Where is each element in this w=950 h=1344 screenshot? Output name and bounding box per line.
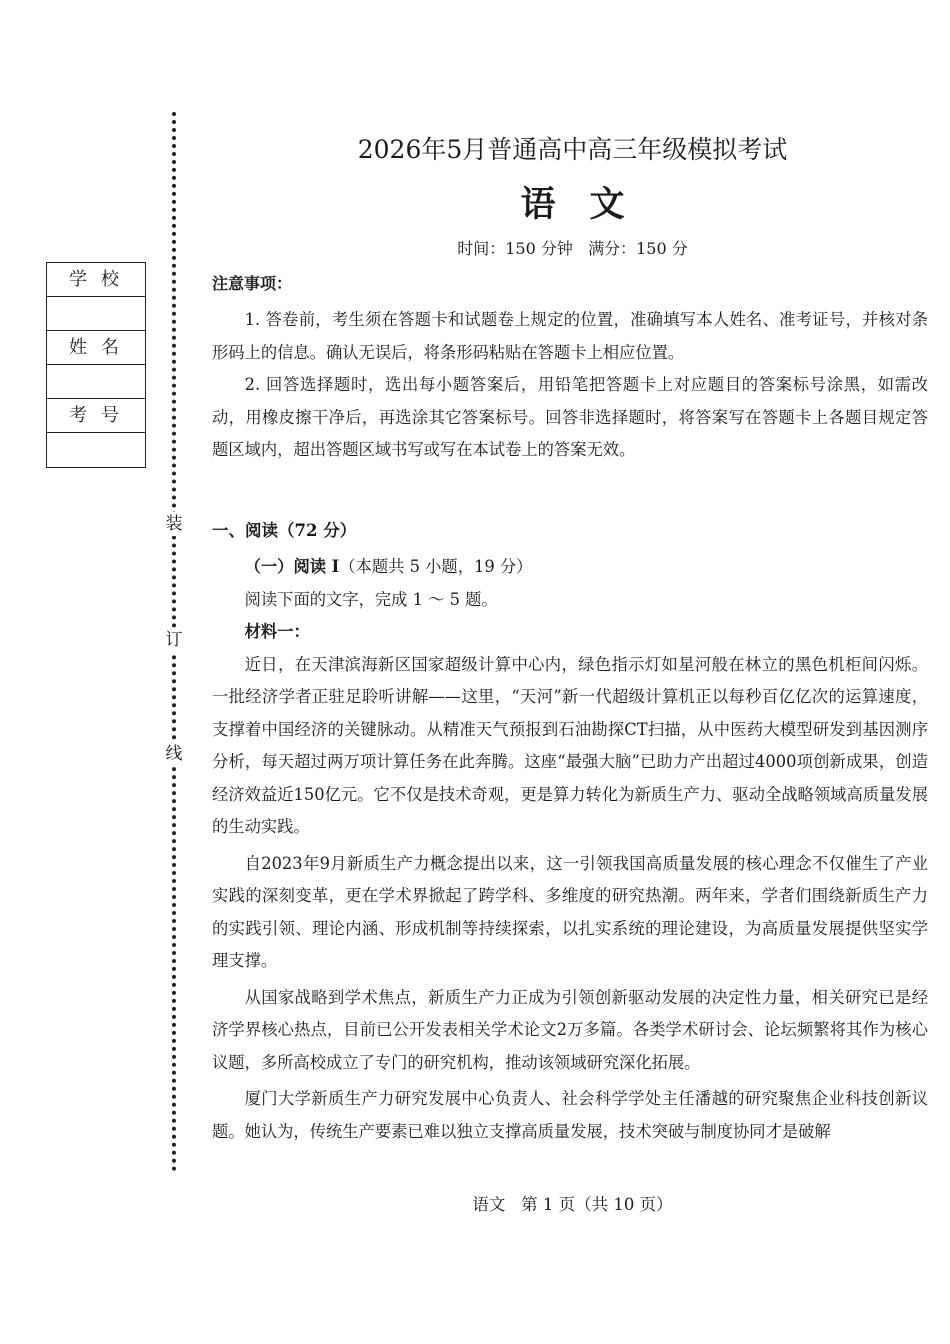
sub-heading-bold: （一）阅读 I (244, 557, 340, 576)
section-heading: 一、阅读（72 分） (212, 520, 357, 540)
exam-content (212, 272, 928, 1152)
material-paragraph: 近日，在天津滨海新区国家超级计算中心内，绿色指示灯如星河般在林立的黑色机柜间闪烁。一批经济学者正驻足聆听讲解——这里，“天河”新一代超级计算机正以每秒百亿亿次的运算速度，支撑着中国经济的关键脉动。从精准天气预报到石油勘探CT扫描，从中医药大模型研发到基因测序分析，每天超过两万项计算任务在此奔腾。这座“最强大脑”已助力产出超过4000项创新成果，创造经济效益近150亿元。它不仅是技术奇观，更是算力转化为新质生产力、驱动全战略领域高质量发展的生动实践。 (212, 654, 928, 836)
name-label: 姓名 (47, 331, 145, 365)
sub-heading-rest: （本题共 5 小题，19 分） (339, 557, 533, 576)
id-label: 考号 (47, 399, 145, 433)
material-text (212, 649, 928, 1149)
notice-item: 1. 答卷前，考生须在答题卡和试题卷上规定的位置，准确填写本人姓名、准考证号，并核对条形码上的信息。确认无误后，将条形码粘贴在答题卡上相应位置。 (212, 310, 928, 362)
material-label: 材料一： (244, 622, 310, 641)
binding-char-ding: 订 (162, 628, 186, 652)
id-field[interactable] (47, 433, 145, 467)
notice-heading: 注意事项： (212, 274, 293, 293)
page-footer: 语文 第 1 页（共 10 页） (472, 1195, 673, 1214)
student-info-box (46, 262, 146, 468)
time-info: 时间：150 分钟 满分：150 分 (457, 239, 688, 258)
binding-char-xian: 线 (162, 742, 186, 766)
material-paragraph: 从国家战略到学术焦点，新质生产力正成为引领创新驱动发展的决定性力量，相关研究已是经济学界核心热点，目前已公开发表相关学术论文2万多篇。各类学术研讨会、论坛频繁将其作为核心议题，多所高校成立了专门的研究机构，推动该领域研究深化拓展。 (212, 987, 928, 1072)
name-field[interactable] (47, 365, 145, 399)
school-field[interactable] (47, 297, 145, 331)
school-label: 学校 (47, 263, 145, 297)
subject-title: 语文 (520, 184, 659, 225)
exam-title: 2026年5月普通高中高三年级模拟考试 (357, 135, 788, 164)
binding-char-zhuang: 装 (162, 512, 186, 536)
sub-section-heading (212, 551, 928, 584)
material-paragraph: 厦门大学新质生产力研究发展中心负责人、社会科学学处主任潘越的研究聚焦企业科技创新议题。她认为，传统生产要素已难以独立支撑高质量发展，技术突破与制度协同才是破解 (212, 1089, 928, 1141)
material-paragraph: 自2023年9月新质生产力概念提出以来，这一引领我国高质量发展的核心理念不仅催生了产业实践的深刻变革，更在学术界掀起了跨学科、多维度的研究热潮。两年来，学者们围绕新质生产力的实践引领、理论内涵、形成机制等持续探索，以扎实系统的理论建设，为高质量发展提供坚实学理支撑。 (212, 853, 928, 970)
reading-instruction: 阅读下面的文字，完成 1 ～ 5 题。 (244, 589, 498, 609)
notice-item: 2. 回答选择题时，选出每小题答案后，用铅笔把答题卡上对应题目的答案标号涂黑，如需改动，用橡皮擦干净后，再选涂其它答案标号。回答非选择题时，将答案写在答题卡上各题目规定答题区域内，超出答题区域书写或写在本试卷上的答案无效。 (212, 375, 928, 459)
